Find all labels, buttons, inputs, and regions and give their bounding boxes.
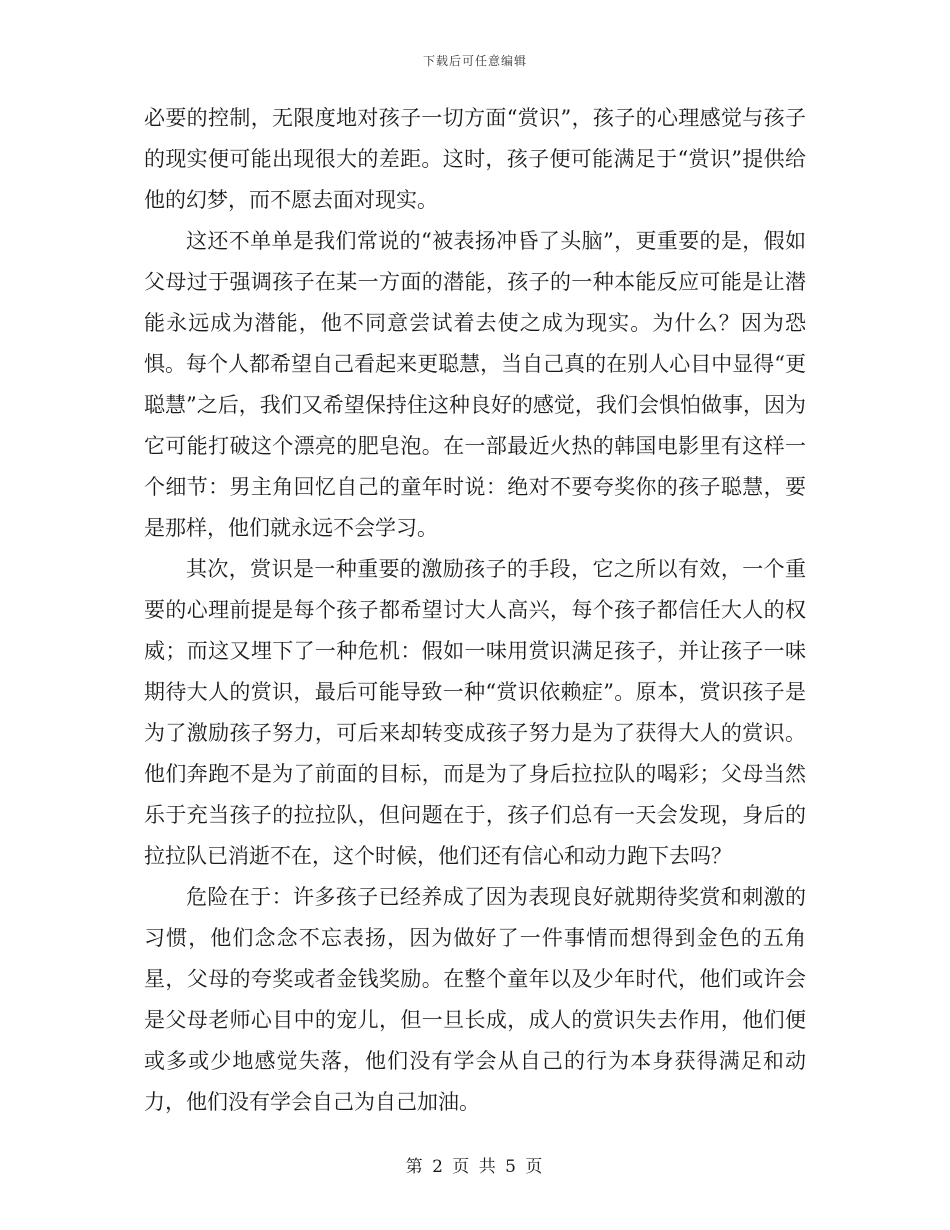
paragraph-continuation: 必要的控制，无限度地对孩子一切方面“赏识”，孩子的心理感觉与孩子的现实便可能出现很大的差距。这时，孩子便可能满足于“赏识”提供给他的幻梦，而不愿去面对现实。 <box>144 106 806 212</box>
paragraph: 其次，赏识是一种重要的激励孩子的手段，它之所以有效，一个重要的心理前提是每个孩子都希望讨大人高兴，每个孩子都信任大人的权威；而这又埋下了一种危机：假如一味用赏识满足孩子，并让孩子一味期待大人的赏识，最后可能导致一种“赏识依赖症”。原本，赏识孩子是为了激励孩子努力，可后来却转变成孩子努力是为了获得大人的赏识。他们奔跑不是为了前面的目标，而是为了身后拉拉队的喝彩；父母当然乐于充当孩子的拉拉队，但问题在于，孩子们总有一天会发现，身后的拉拉队已消逝不在，这个时候，他们还有信心和动力跑下去吗？ <box>144 557 806 868</box>
paragraph: 这还不单单是我们常说的“被表扬冲昏了头脑”，更重要的是，假如父母过于强调孩子在某一方面的潜能，孩子的一种本能反应可能是让潜能永远成为潜能，他不同意尝试着去使之成为现实。为什么？因为恐惧。每个人都希望自己看起来更聪慧，当自己真的在别人心目中显得“更聪慧”之后，我们又希望保持住这种良好的感觉，我们会惧怕做事，因为它可能打破这个漂亮的肥皂泡。在一部最近火热的韩国电影里有这样一个细节：男主角回忆自己的童年时说：绝对不要夸奖你的孩子聪慧，要是那样，他们就永远不会学习。 <box>144 229 806 540</box>
page-header: 下载后可任意编辑 <box>422 54 527 68</box>
current-page-number: 2 <box>432 1157 445 1177</box>
page-number-middle: 页 共 <box>452 1157 498 1177</box>
total-page-count: 5 <box>505 1157 518 1177</box>
page-number-suffix: 页 <box>525 1157 545 1177</box>
page-footer <box>0 1152 950 1177</box>
paragraph: 危险在于：许多孩子已经养成了因为表现良好就期待奖赏和刺激的习惯，他们念念不忘表扬，因为做好了一件事情而想得到金色的五角星，父母的夸奖或者金钱奖励。在整个童年以及少年时代，他们或许会是父母老师心目中的宠儿，但一旦长成，成人的赏识失去作用，他们便或多或少地感觉失落，他们没有学会从自己的行为本身获得满足和动力，他们没有学会自己为自己加油。 <box>144 885 806 1114</box>
document-body <box>144 98 806 1123</box>
page-number-prefix: 第 <box>405 1157 425 1177</box>
